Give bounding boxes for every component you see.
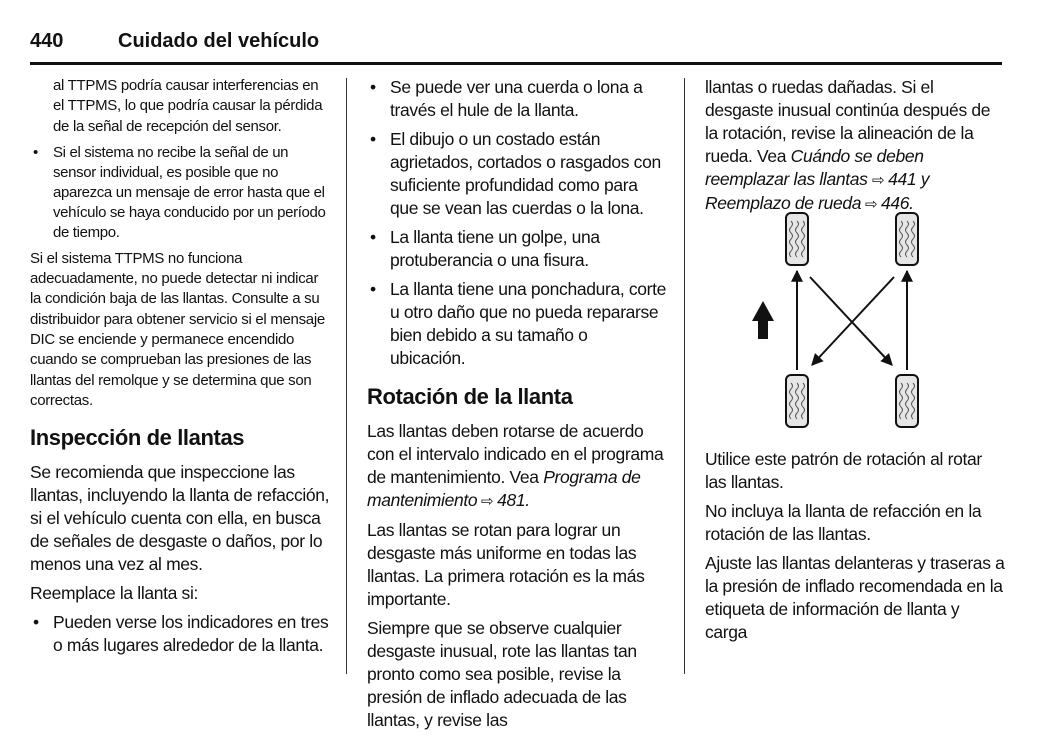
- bullet-tread: • El dibujo o un costado están agrietados, cortados o rasgados con suficiente profundidad como para que se vean las cuerdas o la lona.: [367, 128, 667, 220]
- para-pattern: Utilice este patrón de rotación al rotar las llantas.: [705, 449, 982, 492]
- link-cuando-reemplazar[interactable]: Cuándo se deben reemplazar las llantas: [705, 146, 924, 189]
- heading-rotation: Rotación de la llanta: [367, 384, 573, 409]
- para-rotate: [367, 420, 667, 513]
- rotation-arrow-cross-down-right: [810, 277, 892, 365]
- para-continued: [705, 76, 1005, 216]
- tire-icon: [896, 213, 918, 265]
- page-number: 440: [30, 30, 64, 52]
- bullet-indicators: • Pueden verse los indicadores en tres o más lugares alrededor de la llanta.: [30, 611, 330, 657]
- bullet-puncture: • La llanta tiene una ponchadura, corte u otro daño que no pueda repararse bien debido a su tamaño o ubicación.: [367, 278, 667, 370]
- link-reemplazo-rueda[interactable]: Reemplazo de rueda: [705, 193, 862, 213]
- tire-rotation-diagram: [750, 205, 940, 435]
- para-unusual: Siempre que se observe cualquier desgaste inusual, rote las llantas tan pronto como sea posible, revise la presión de inflado adecuada de las llantas, y revise las: [367, 618, 637, 730]
- arrow-ref-icon: ⇨: [872, 172, 889, 189]
- bullet-bump: • La llanta tiene un golpe, una protuberancia o una fisura.: [367, 226, 667, 272]
- para-rotate-text: Las llantas deben rotarse de acuerdo con el intervalo indicado en el programa de mantenimiento. Vea: [367, 421, 664, 487]
- column-divider: [684, 78, 685, 674]
- continued-text: al TTPMS podría causar interferencias en el TTPMS, lo que podría causar la pérdida de la señal de recepción del sensor.: [53, 77, 323, 135]
- running-title: Cuidado del vehículo: [118, 30, 320, 52]
- bullet-signal: • Si el sistema no recibe la señal de un sensor individual, es posible que no aparezca un mensaje de error hasta que el vehículo se haya conducido por un período de tiempo.: [30, 143, 330, 243]
- page-ref-481[interactable]: 481.: [497, 490, 530, 510]
- para-inspect: Se recomienda que inspeccione las llantas, incluyendo la llanta de refacción, si el vehículo cuenta con ella, en busca de señales de desgaste o daños, por lo menos una vez al mes.: [30, 462, 330, 575]
- para-rotated: Las llantas se rotan para lograr un desgaste más uniforme en todas las llantas. La primera rotación es la más importante.: [367, 520, 645, 609]
- page-header: [30, 28, 1002, 65]
- heading-inspection: Inspección de llantas: [30, 425, 245, 451]
- arrow-ref-icon: ⇨: [477, 493, 498, 510]
- tire-icon: [896, 375, 918, 427]
- ref-and: y: [920, 169, 930, 189]
- para-cont-text: llantas o ruedas dañadas. Si el desgaste inusual continúa después de la rotación, revise la alineación de la rueda. Vea: [705, 77, 991, 166]
- para-adjust: Ajuste las llantas delanteras y traseras a la presión de inflado recomendada en la etiqueta de información de llanta y carga: [705, 553, 1005, 642]
- para-spare: No incluya la llanta de refacción en la rotación de las llantas.: [705, 501, 982, 544]
- arrow-ref-icon: ⇨: [861, 196, 882, 213]
- page-ref-446[interactable]: 446.: [881, 193, 914, 213]
- column-3-lower: [705, 448, 1005, 650]
- column-divider: [346, 78, 347, 674]
- forward-arrow-icon: [752, 301, 774, 339]
- tire-icon: [786, 213, 808, 265]
- column-2: [367, 76, 667, 738]
- tire-icon: [786, 375, 808, 427]
- column-3: [705, 76, 1005, 222]
- rotation-arrow-cross-down-left: [812, 277, 894, 365]
- para-ttpms: Si el sistema TTPMS no funciona adecuadamente, no puede detectar ni indicar la condición baja de las llantas. Consulte a su distribuidor para obtener servicio si el mensaje DIC se enciende y permanece encendido cuando se comprueban las presiones de las llantas del remolque y se determina que son correctas.: [30, 249, 325, 409]
- column-1: [30, 76, 330, 663]
- para-replace: Reemplace la llanta si:: [30, 583, 199, 604]
- link-programa-mantenimiento[interactable]: Programa de mantenimiento: [367, 467, 641, 510]
- page-ref-441[interactable]: 441: [888, 169, 917, 189]
- bullet-cord: • Se puede ver una cuerda o lona a través el hule de la llanta.: [367, 76, 667, 122]
